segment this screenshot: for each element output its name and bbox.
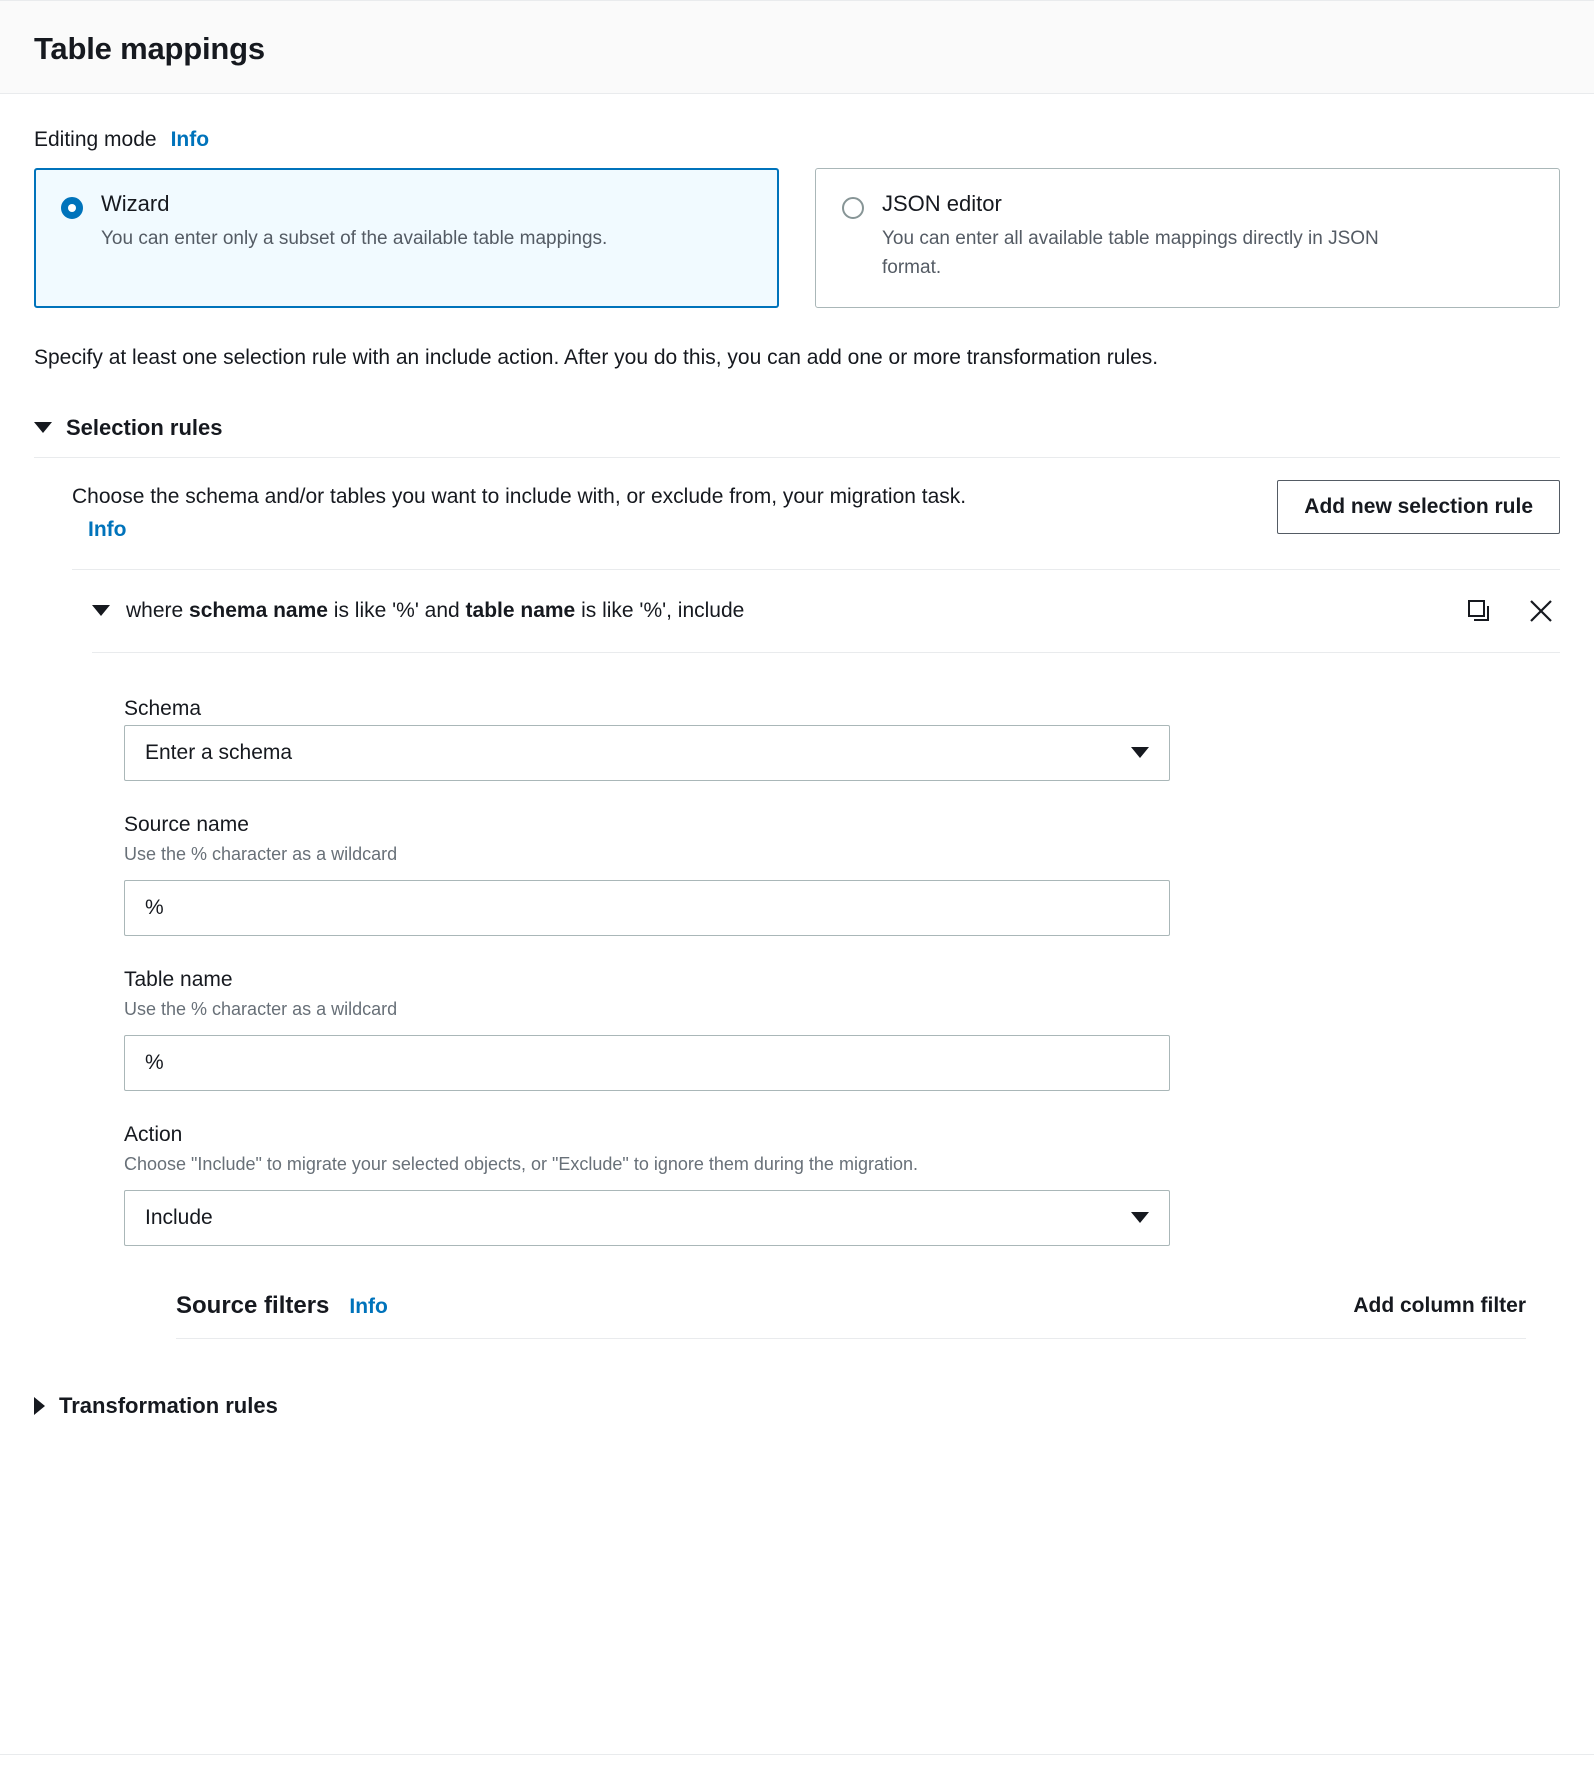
- selection-rule-summary: [126, 599, 1436, 623]
- editing-mode-label: Editing mode: [34, 128, 157, 151]
- source-name-label: Source name: [124, 812, 249, 836]
- source-name-field-group: [124, 813, 1560, 936]
- selection-rules-section: [34, 415, 1560, 1339]
- action-select[interactable]: [124, 1190, 1170, 1246]
- rule-summary-mid: is like '%' and: [327, 598, 466, 622]
- copy-icon[interactable]: [1460, 592, 1498, 630]
- table-name-input[interactable]: [124, 1035, 1170, 1091]
- action-hint: Choose "Include" to migrate your selected objects, or "Exclude" to ignore them during the migration.: [124, 1153, 918, 1174]
- chevron-down-icon: [1131, 1212, 1149, 1223]
- instructions-text: Specify at least one selection rule with an include action. After you do this, you can add one or more transformation rules.: [34, 346, 1159, 369]
- editing-mode-info-link[interactable]: Info: [170, 128, 210, 151]
- rule-summary-prefix: where: [126, 598, 190, 622]
- selection-rules-intro-row: [72, 458, 1560, 570]
- panel-header: [0, 1, 1594, 94]
- page-title: Table mappings: [34, 31, 265, 66]
- schema-select[interactable]: [124, 725, 1170, 781]
- close-icon[interactable]: [1522, 592, 1560, 630]
- source-filters-left: [176, 1292, 388, 1320]
- selection-rules-body: [34, 458, 1560, 1339]
- add-new-selection-rule-button[interactable]: Add new selection rule: [1277, 480, 1560, 534]
- selection-rule-form: [72, 653, 1560, 1246]
- editing-mode-option-json-editor-title: JSON editor: [882, 191, 1002, 216]
- transformation-rules-section: [34, 1393, 1560, 1463]
- selection-rules-header[interactable]: [34, 415, 1560, 458]
- table-name-label: Table name: [124, 967, 233, 991]
- source-name-input[interactable]: [124, 880, 1170, 936]
- radio-wizard[interactable]: [61, 197, 83, 219]
- source-filters-row: [176, 1292, 1526, 1339]
- editing-mode-option-wizard-description: You can enter only a subset of the available table mappings.: [101, 228, 608, 249]
- schema-label: Schema: [124, 696, 202, 720]
- chevron-right-icon[interactable]: [34, 1397, 45, 1415]
- table-name-field-group: [124, 968, 1560, 1091]
- editing-mode-option-json-editor-description: You can enter all available table mappings directly in JSON format.: [882, 228, 1379, 278]
- chevron-down-icon[interactable]: [34, 422, 52, 433]
- source-filters-info-link[interactable]: Info: [349, 1294, 388, 1318]
- panel-footer: [0, 1754, 1594, 1780]
- source-name-hint: Use the % character as a wildcard: [124, 843, 398, 864]
- transformation-rules-header[interactable]: [34, 1393, 1560, 1435]
- add-column-filter-button[interactable]: Add column filter: [1353, 1293, 1526, 1317]
- schema-field-group: [124, 697, 1560, 781]
- action-label: Action: [124, 1122, 183, 1146]
- selection-rules-intro: [72, 480, 972, 547]
- table-name-value: %: [145, 1050, 164, 1074]
- schema-select-value: Enter a schema: [145, 740, 293, 764]
- editing-mode-label-row: [34, 128, 1560, 152]
- action-field-group: [124, 1123, 1560, 1246]
- editing-mode-option-wizard-title: Wizard: [101, 191, 170, 216]
- selection-rules-intro-text: Choose the schema and/or tables you want to include with, or exclude from, your migration task.: [72, 484, 967, 508]
- radio-json-editor[interactable]: [842, 197, 864, 219]
- rule-summary-schema-label: schema name: [189, 598, 328, 622]
- selection-rule-header: [92, 570, 1560, 653]
- rule-chevron-down-icon[interactable]: [92, 605, 110, 616]
- action-select-value: Include: [145, 1205, 213, 1229]
- transformation-rules-title: Transformation rules: [59, 1392, 278, 1418]
- source-name-value: %: [145, 895, 164, 919]
- editing-mode-options: [34, 168, 1560, 308]
- selection-rules-title: Selection rules: [66, 414, 223, 440]
- rule-summary-suffix: is like '%', include: [575, 598, 745, 622]
- selection-rules-info-link[interactable]: Info: [88, 518, 127, 542]
- panel-body: [0, 94, 1594, 1754]
- editing-mode-option-wizard[interactable]: [34, 168, 779, 308]
- editing-mode-option-json-editor[interactable]: [815, 168, 1560, 308]
- chevron-down-icon: [1131, 747, 1149, 758]
- rule-summary-table-label: table name: [465, 598, 576, 622]
- source-filters-title: Source filters: [176, 1291, 330, 1319]
- table-name-hint: Use the % character as a wildcard: [124, 998, 398, 1019]
